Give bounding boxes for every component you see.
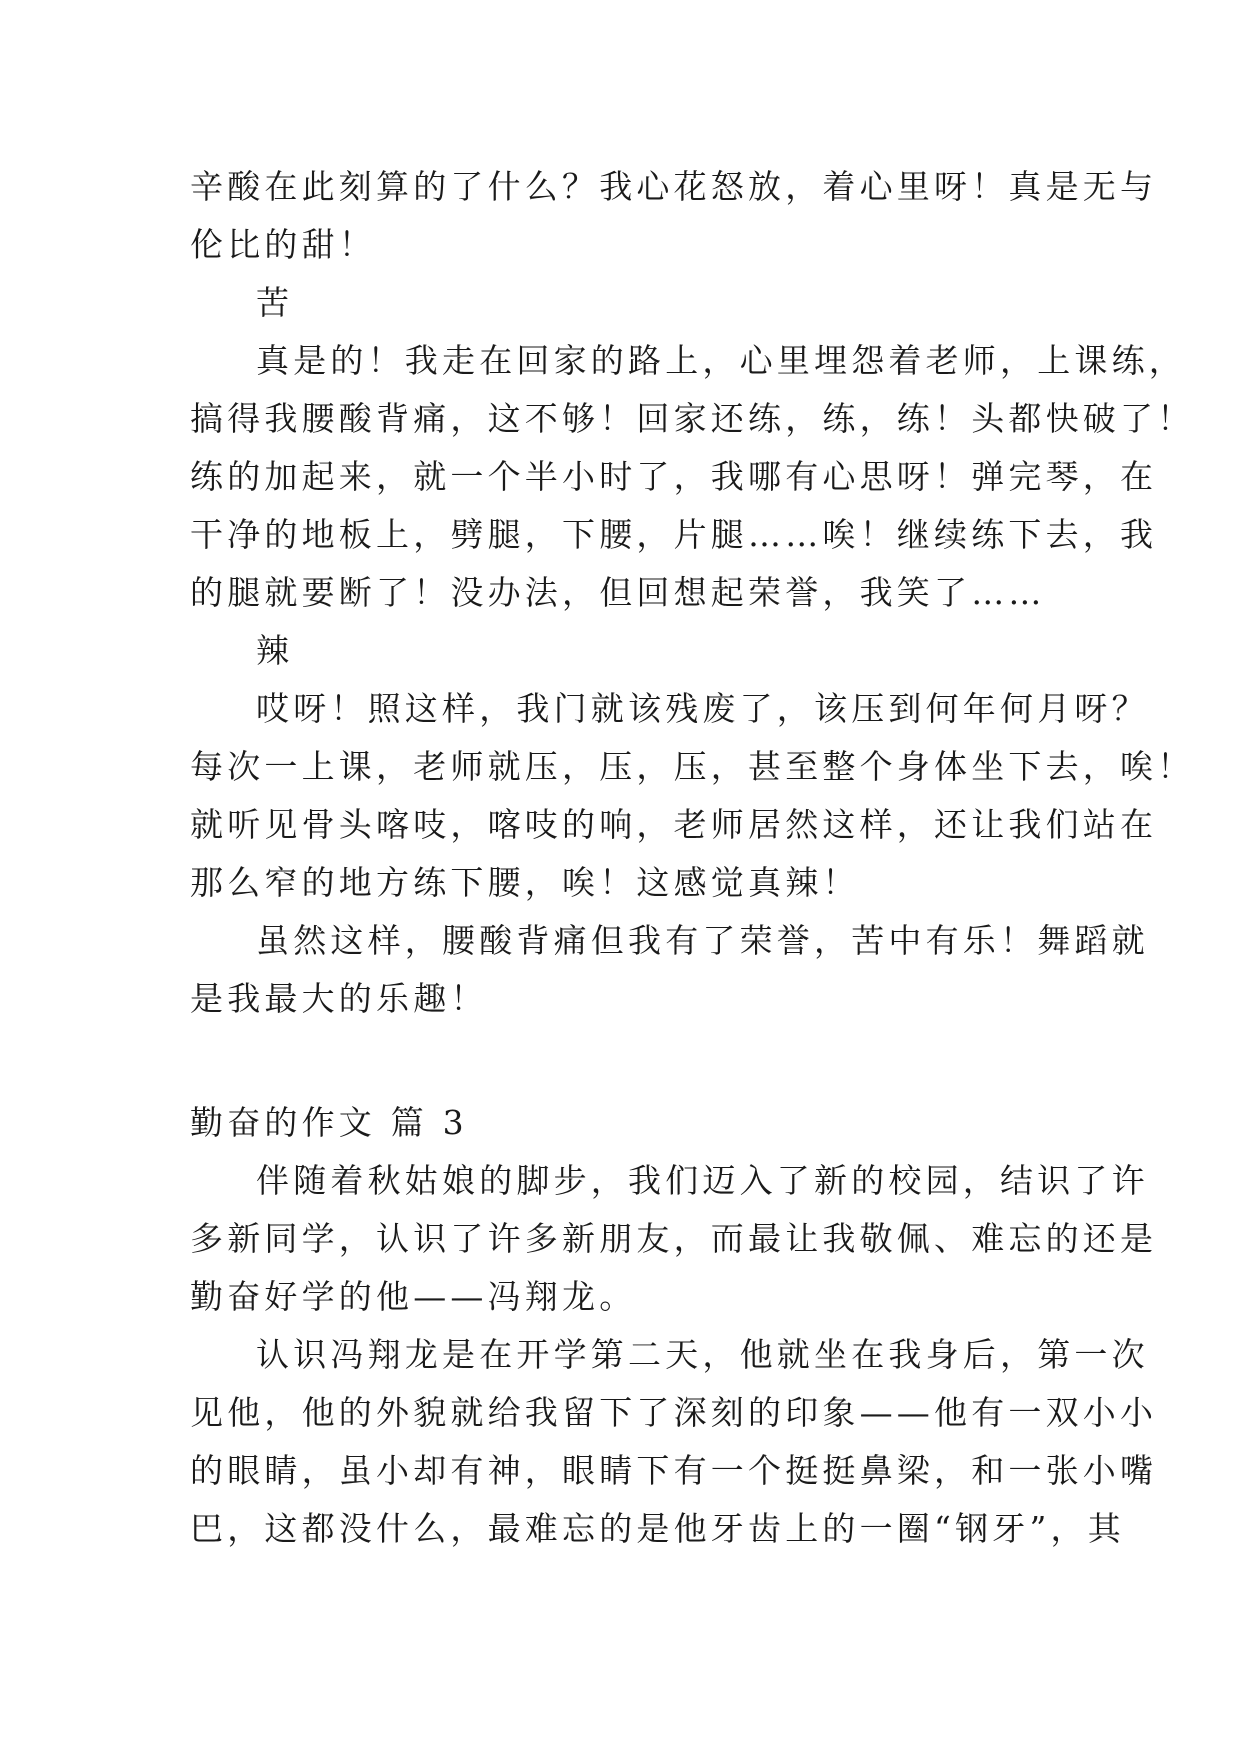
paragraph-line: 多新同学，认识了许多新朋友，而最让我敬佩、难忘的还是: [190, 1219, 1158, 1258]
section-title: 勤奋的作文 篇 3: [190, 1103, 468, 1142]
paragraph-line: 见他，他的外貌就给我留下了深刻的印象——他有一双小小: [190, 1393, 1158, 1432]
paragraph-line: 每次一上课，老师就压，压，压，甚至整个身体坐下去，唉！: [190, 747, 1195, 786]
paragraph-line: 伴随着秋姑娘的脚步，我们迈入了新的校园，结识了许: [256, 1161, 1149, 1200]
paragraph-line: 干净的地板上，劈腿，下腰，片腿……唉！继续练下去，我: [190, 515, 1158, 554]
paragraph-line: 虽然这样，腰酸背痛但我有了荣誉，苦中有乐！舞蹈就: [256, 921, 1149, 960]
paragraph-line: 是我最大的乐趣！: [190, 979, 488, 1018]
paragraph-line: 认识冯翔龙是在开学第二天，他就坐在我身后，第一次: [256, 1335, 1149, 1374]
paragraph-line: 巴，这都没什么，最难忘的是他牙齿上的一圈“钢牙”，其: [190, 1509, 1125, 1548]
paragraph-line: 练的加起来，就一个半小时了，我哪有心思呀！弹完琴，在: [190, 457, 1158, 496]
paragraph-line: 真是的！我走在回家的路上，心里埋怨着老师，上课练，: [256, 341, 1186, 380]
section2-block: [190, 1152, 1158, 1558]
subheading-la: 辣: [256, 631, 294, 670]
section1-block: [190, 158, 1195, 1028]
paragraph-line: 伦比的甜！: [190, 225, 376, 264]
paragraph-line: 辛酸在此刻算的了什么？我心花怒放，着心里呀！真是无与: [190, 167, 1158, 206]
paragraph-line: 勤奋好学的他——冯翔龙。: [190, 1277, 637, 1316]
paragraph-line: 搞得我腰酸背痛，这不够！回家还练，练，练！头都快破了！: [190, 399, 1195, 438]
paragraph-line: 的腿就要断了！没办法，但回想起荣誉，我笑了……: [190, 573, 1046, 612]
subheading-ku: 苦: [256, 283, 294, 322]
paragraph-line: 那么窄的地方练下腰，唉！这感觉真辣！: [190, 863, 860, 902]
paragraph-line: 的眼睛，虽小却有神，眼睛下有一个挺挺鼻梁，和一张小嘴: [190, 1451, 1158, 1490]
paragraph-line: 就听见骨头喀吱，喀吱的响，老师居然这样，还让我们站在: [190, 805, 1158, 844]
paragraph-line: 哎呀！照这样，我门就该残废了，该压到何年何月呀？: [256, 689, 1149, 728]
